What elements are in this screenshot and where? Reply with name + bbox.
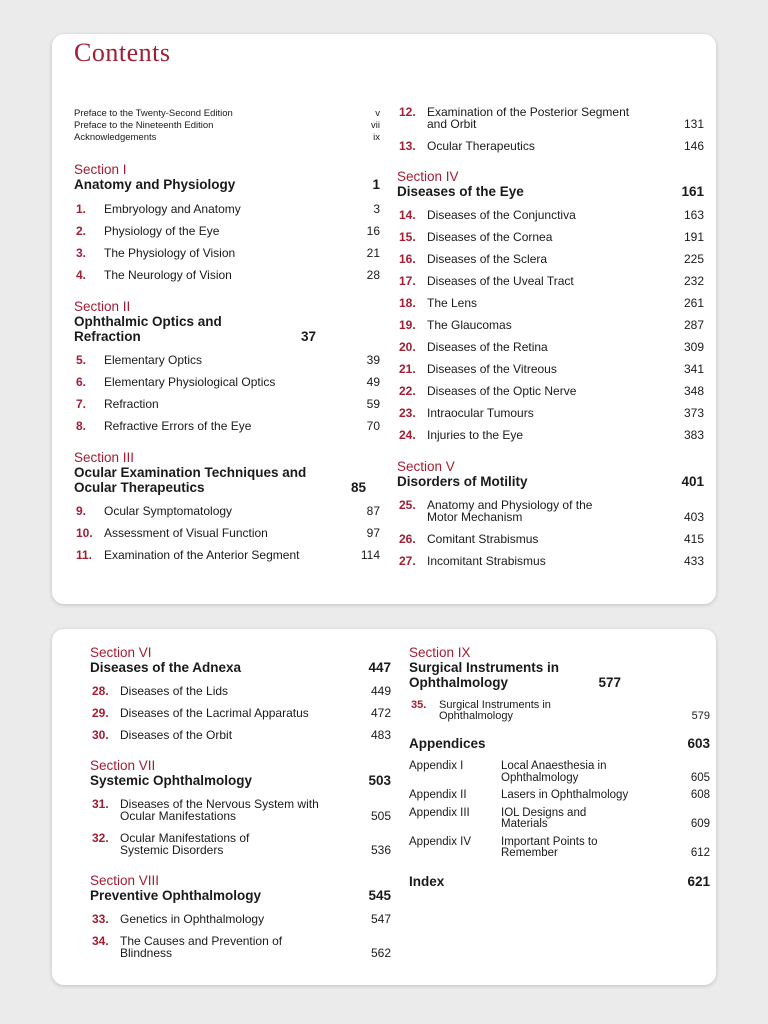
chapter-entry[interactable]: 23. Intraocular Tumours 373 [399, 406, 704, 420]
index-entry[interactable]: Index 621 [409, 873, 710, 889]
front-matter-item[interactable]: Preface to the Twenty-Second Edition v [74, 108, 380, 119]
appendices-heading[interactable]: Appendices 603 [409, 736, 710, 751]
chapter-entry[interactable]: 29. Diseases of the Lacrimal Apparatus 472 [92, 706, 391, 720]
toc-column-right [409, 645, 710, 889]
chapter-entry[interactable]: 17. Diseases of the Uveal Tract 232 [399, 274, 704, 288]
chapter-entry[interactable]: 15. Diseases of the Cornea 191 [399, 230, 704, 244]
chapter-entry[interactable]: 25. Anatomy and Physiology of the Motor Mechanism 403 [399, 498, 704, 524]
chapter-entry[interactable]: 27. Incomitant Strabismus 433 [399, 554, 704, 568]
section-heading[interactable]: Section IX Surgical Instruments in Ophthalmology 577 [409, 645, 621, 690]
section-heading[interactable]: Section VI Diseases of the Adnexa 447 [90, 645, 391, 675]
chapter-entry[interactable]: 10. Assessment of Visual Function 97 [76, 526, 380, 540]
appendix-entry[interactable]: Appendix I Local Anaesthesia in Ophthalmology 605 [409, 760, 710, 784]
appendix-entry[interactable]: Appendix IV Important Points to Remember 612 [409, 835, 710, 859]
chapter-entry[interactable]: 30. Diseases of the Orbit 483 [92, 728, 391, 742]
section-heading[interactable]: Section III Ocular Examination Techniques and Ocular Therapeutics 85 [74, 450, 366, 495]
toc-column-left [74, 106, 380, 561]
chapter-entry[interactable]: 22. Diseases of the Optic Nerve 348 [399, 384, 704, 398]
section-heading[interactable]: Section VIII Preventive Ophthalmology 545 [90, 873, 391, 903]
chapter-entry[interactable]: 9. Ocular Symptomatology 87 [76, 504, 380, 518]
chapter-entry[interactable]: 28. Diseases of the Lids 449 [92, 684, 391, 698]
chapter-entry[interactable]: 3. The Physiology of Vision 21 [76, 246, 380, 260]
chapter-entry[interactable]: 34. The Causes and Prevention of Blindness 562 [92, 934, 391, 960]
chapter-entry[interactable]: 5. Elementary Optics 39 [76, 353, 380, 367]
chapter-entry[interactable]: 26. Comitant Strabismus 415 [399, 532, 704, 546]
chapter-entry[interactable]: 24. Injuries to the Eye 383 [399, 428, 704, 442]
front-matter-item[interactable]: Preface to the Nineteenth Edition vii [74, 120, 380, 131]
section-heading[interactable]: Section IV Diseases of the Eye 161 [397, 169, 704, 199]
chapter-entry[interactable]: 13. Ocular Therapeutics 146 [399, 139, 704, 153]
chapter-entry[interactable]: 1. Embryology and Anatomy 3 [76, 202, 380, 216]
chapter-entry[interactable]: 2. Physiology of the Eye 16 [76, 224, 380, 238]
section-heading[interactable]: Section II Ophthalmic Optics and Refraction 37 [74, 299, 316, 344]
chapter-entry[interactable]: 14. Diseases of the Conjunctiva 163 [399, 208, 704, 222]
section-heading[interactable]: Section V Disorders of Motility 401 [397, 459, 704, 489]
chapter-entry[interactable]: 20. Diseases of the Retina 309 [399, 340, 704, 354]
chapter-entry[interactable]: 35. Surgical Instruments in Ophthalmology 579 [411, 699, 710, 722]
chapter-entry[interactable]: 6. Elementary Physiological Optics 49 [76, 375, 380, 389]
chapter-entry[interactable]: 32. Ocular Manifestations of Systemic Disorders 536 [92, 831, 391, 857]
chapter-entry[interactable]: 11. Examination of the Anterior Segment 114 [76, 548, 380, 562]
appendix-entry[interactable]: Appendix II Lasers in Ophthalmology 608 [409, 789, 710, 801]
chapter-entry[interactable]: 12. Examination of the Posterior Segment and Orbit 131 [399, 105, 704, 131]
chapter-entry[interactable]: 31. Diseases of the Nervous System with Ocular Manifestations 505 [92, 797, 391, 823]
chapter-entry[interactable]: 33. Genetics in Ophthalmology 547 [92, 912, 391, 926]
chapter-entry[interactable]: 8. Refractive Errors of the Eye 70 [76, 419, 380, 433]
chapter-entry[interactable]: 21. Diseases of the Vitreous 341 [399, 362, 704, 376]
contents-page-2 [52, 629, 716, 985]
chapter-entry[interactable]: 16. Diseases of the Sclera 225 [399, 252, 704, 266]
chapter-entry[interactable]: 18. The Lens 261 [399, 296, 704, 310]
chapter-entry[interactable]: 19. The Glaucomas 287 [399, 318, 704, 332]
section-heading[interactable]: Section I Anatomy and Physiology 1 [74, 162, 380, 192]
page-title: Contents [74, 38, 171, 67]
chapter-entry[interactable]: 4. The Neurology of Vision 28 [76, 268, 380, 282]
chapter-entry[interactable]: 7. Refraction 59 [76, 397, 380, 411]
contents-page-1 [52, 34, 716, 604]
toc-column-right [397, 106, 704, 567]
front-matter-item[interactable]: Acknowledgements ix [74, 132, 380, 143]
toc-column-left [90, 645, 391, 959]
appendix-entry[interactable]: Appendix III IOL Designs and Materials 609 [409, 806, 710, 830]
section-heading[interactable]: Section VII Systemic Ophthalmology 503 [90, 758, 391, 788]
